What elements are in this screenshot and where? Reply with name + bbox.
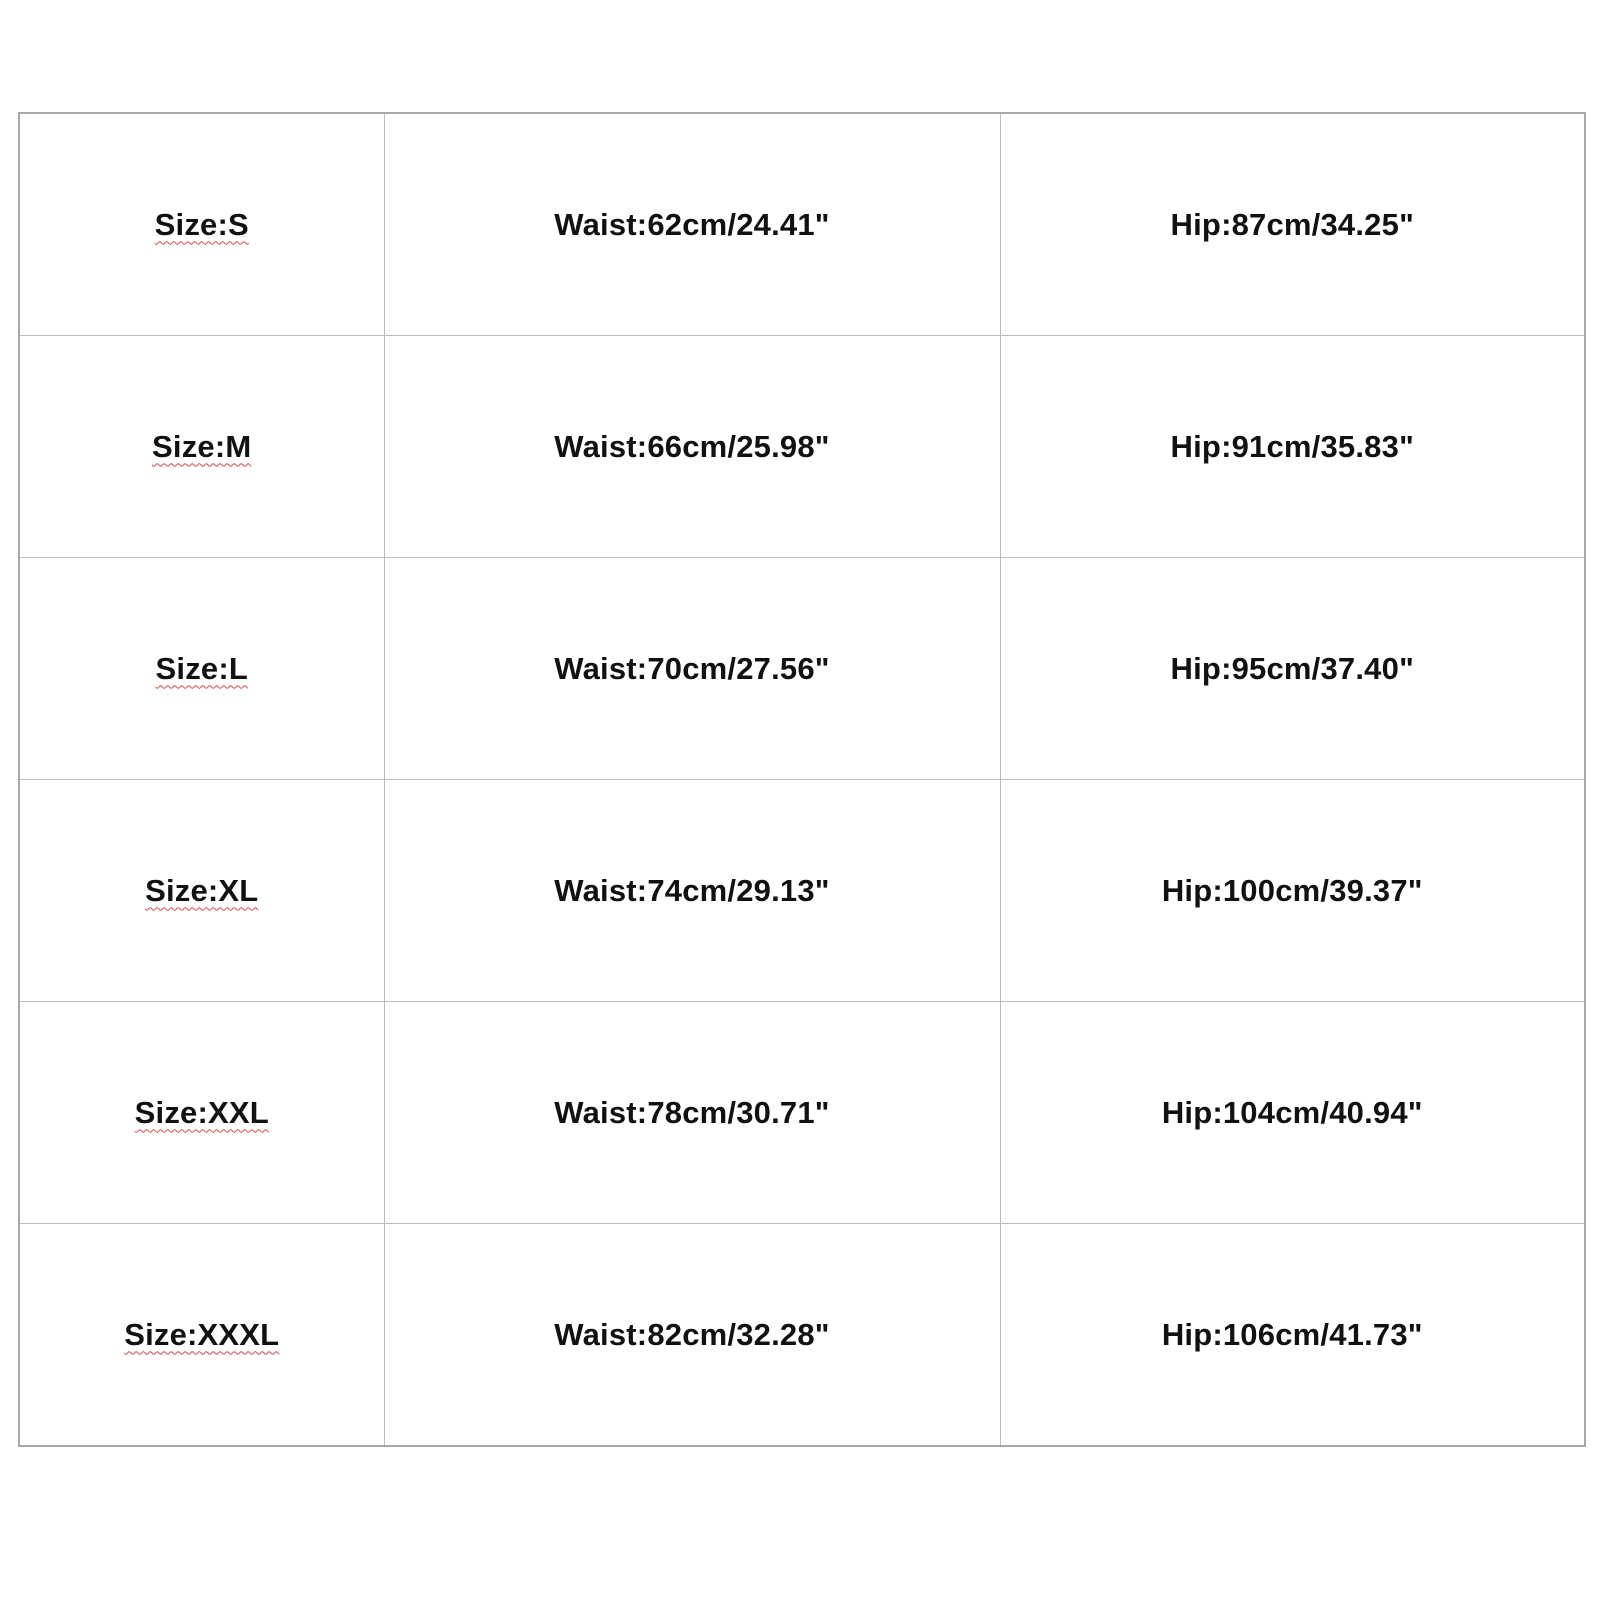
table-row — [19, 113, 1585, 336]
waist-cell: Waist:62cm/24.41" — [384, 113, 1000, 336]
table-row — [19, 336, 1585, 558]
size-cell — [19, 1224, 384, 1447]
waist-cell: Waist:74cm/29.13" — [384, 780, 1000, 1002]
size-cell — [19, 780, 384, 1002]
table-row — [19, 1224, 1585, 1447]
waist-cell: Waist:66cm/25.98" — [384, 336, 1000, 558]
size-cell — [19, 1002, 384, 1224]
size-label: Size:XL — [145, 872, 259, 908]
hip-cell: Hip:87cm/34.25" — [1000, 113, 1585, 336]
table-row — [19, 1002, 1585, 1224]
size-cell — [19, 113, 384, 336]
size-chart-table — [18, 112, 1586, 1447]
size-cell — [19, 336, 384, 558]
hip-cell: Hip:91cm/35.83" — [1000, 336, 1585, 558]
hip-cell: Hip:95cm/37.40" — [1000, 558, 1585, 780]
hip-cell: Hip:100cm/39.37" — [1000, 780, 1585, 1002]
table-row — [19, 780, 1585, 1002]
hip-cell: Hip:106cm/41.73" — [1000, 1224, 1585, 1447]
size-label: Size:XXXL — [124, 1316, 280, 1352]
waist-cell: Waist:70cm/27.56" — [384, 558, 1000, 780]
waist-cell: Waist:78cm/30.71" — [384, 1002, 1000, 1224]
size-label: Size:L — [155, 650, 248, 686]
size-label: Size:XXL — [134, 1094, 269, 1130]
table-row — [19, 558, 1585, 780]
hip-cell: Hip:104cm/40.94" — [1000, 1002, 1585, 1224]
size-label: Size:M — [152, 428, 252, 464]
size-label: Size:S — [154, 206, 249, 242]
size-cell — [19, 558, 384, 780]
waist-cell: Waist:82cm/32.28" — [384, 1224, 1000, 1447]
